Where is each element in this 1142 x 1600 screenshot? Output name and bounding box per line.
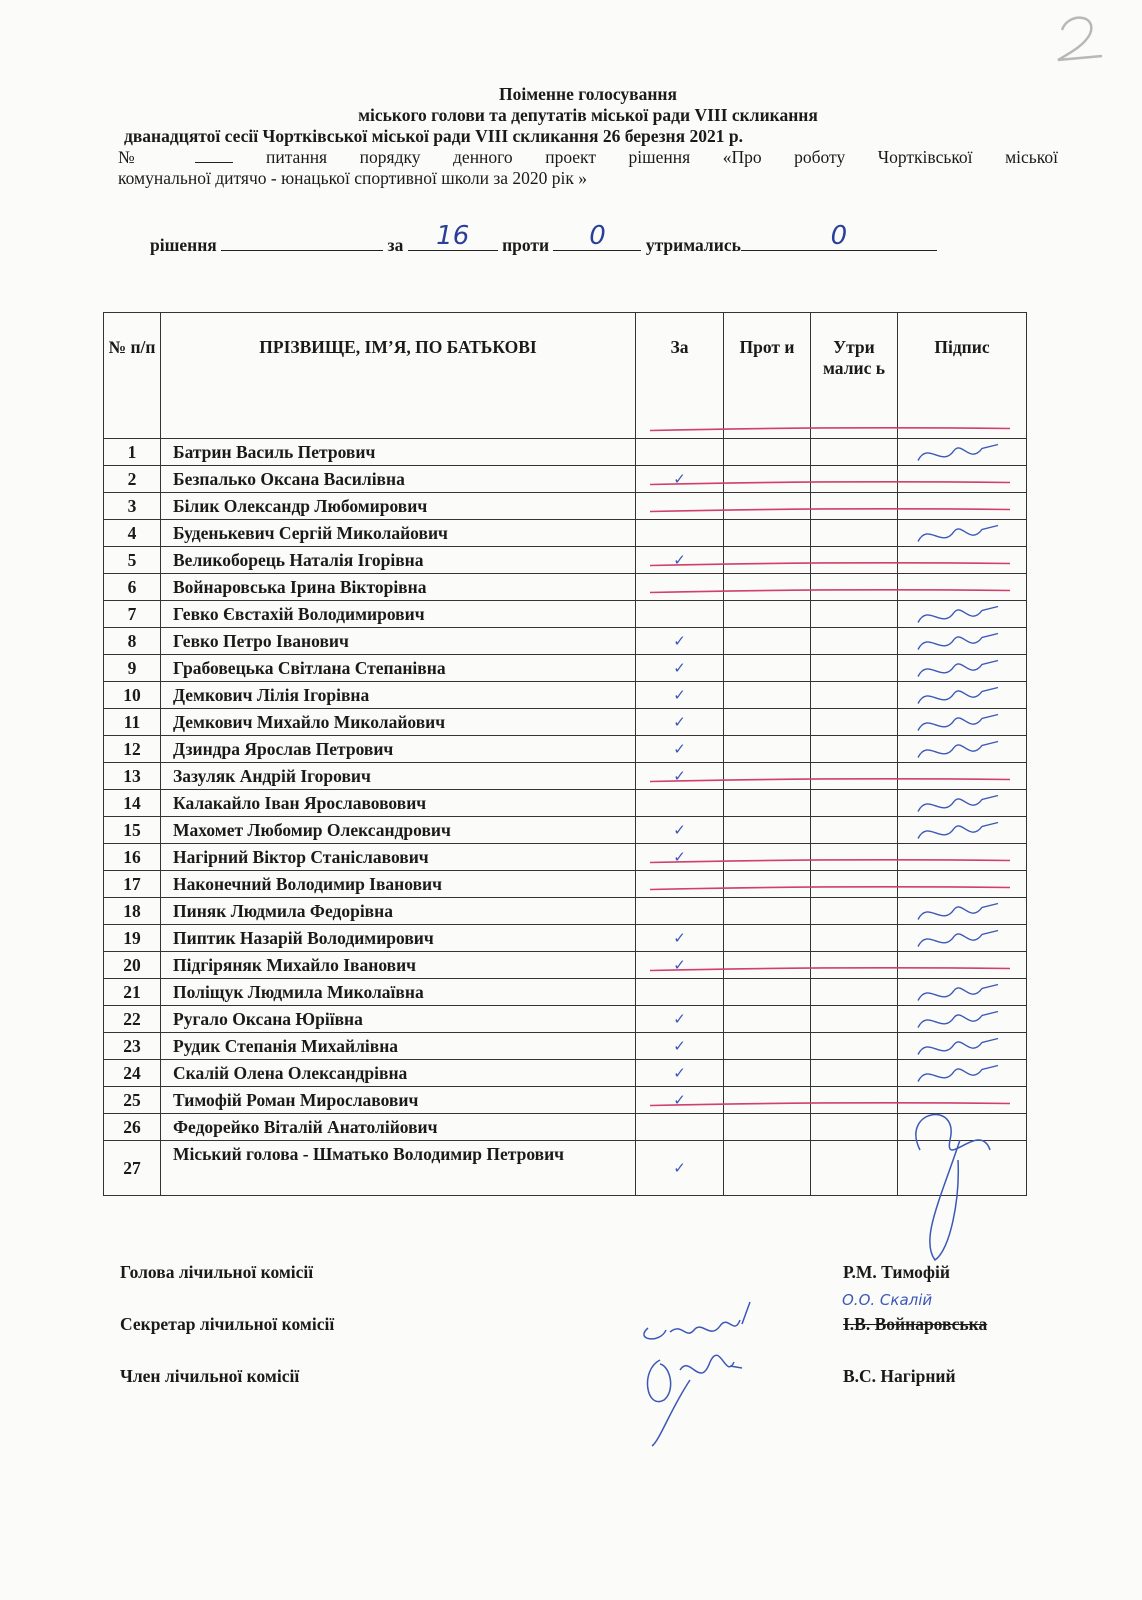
table-row	[104, 979, 1027, 1006]
deputy-name: Рудик Степанія Михайлівна	[161, 1033, 636, 1060]
table-header-row	[104, 313, 1027, 439]
vote-for-cell: ✓	[636, 952, 724, 979]
signature-cell	[898, 1087, 1027, 1114]
vote-abstain-cell	[811, 925, 898, 952]
vote-against-cell	[724, 466, 811, 493]
vote-abstain-cell	[811, 736, 898, 763]
table-row	[104, 817, 1027, 844]
vote-abstain-cell	[811, 844, 898, 871]
vote-abstain-cell	[811, 655, 898, 682]
vote-against-cell	[724, 817, 811, 844]
col-header-abstain: Утри малис ь	[811, 313, 898, 439]
vote-abstain-cell	[811, 898, 898, 925]
col-header-against: Прот и	[724, 313, 811, 439]
vote-abstain-cell	[811, 709, 898, 736]
row-number: 8	[104, 628, 161, 655]
signature-cell	[898, 844, 1027, 871]
row-number: 3	[104, 493, 161, 520]
deputy-name: Пиняк Людмила Федорівна	[161, 898, 636, 925]
deputy-name: Гевко Петро Іванович	[161, 628, 636, 655]
vote-for-cell	[636, 439, 724, 466]
table-row	[104, 790, 1027, 817]
header-line-4-text: питання порядку денного проект рішення «Про роботу Чортківської міської	[265, 147, 1059, 167]
row-number: 23	[104, 1033, 161, 1060]
deputy-name: Безпалько Оксана Василівна	[161, 466, 636, 493]
table-row	[104, 1114, 1027, 1141]
vote-against-cell	[724, 1087, 811, 1114]
signature-cell	[898, 925, 1027, 952]
vote-against-cell	[724, 547, 811, 574]
vote-abstain-cell	[811, 871, 898, 898]
vote-abstain-cell	[811, 952, 898, 979]
deputy-name: Поліщук Людмила Миколаївна	[161, 979, 636, 1006]
table-row	[104, 898, 1027, 925]
deputy-name: Білик Олександр Любомирович	[161, 493, 636, 520]
header-line-1: Поіменне голосування	[499, 84, 677, 104]
table-row	[104, 466, 1027, 493]
vote-against-cell	[724, 709, 811, 736]
table-row	[104, 1033, 1027, 1060]
deputy-name: Підгіряняк Михайло Іванович	[161, 952, 636, 979]
handwritten-page-number	[1050, 8, 1110, 68]
against-label: проти	[502, 235, 550, 255]
vote-for-cell	[636, 601, 724, 628]
signature-cell	[898, 709, 1027, 736]
header-line-3: дванадцятої сесії Чортківської міської ради VIII скликання 26 березня 2021 р.	[124, 126, 743, 146]
signature-cell	[898, 1006, 1027, 1033]
signature-cell	[898, 1033, 1027, 1060]
row-number: 26	[104, 1114, 161, 1141]
signature-cell	[898, 952, 1027, 979]
deputy-name: Грабовецька Світлана Степанівна	[161, 655, 636, 682]
table-row	[104, 952, 1027, 979]
table-body	[104, 439, 1027, 1196]
signature-cell	[898, 790, 1027, 817]
col-header-num: № п/п	[104, 313, 161, 439]
decision-label: рішення	[150, 235, 217, 255]
row-number: 7	[104, 601, 161, 628]
table-row	[104, 871, 1027, 898]
vote-for-cell: ✓	[636, 628, 724, 655]
deputy-name: Наконечний Володимир Іванович	[161, 871, 636, 898]
document-header	[118, 84, 1058, 189]
vote-for-cell: ✓	[636, 736, 724, 763]
col-header-name: ПРІЗВИЩЕ, ІМ’Я, ПО БАТЬКОВІ	[161, 313, 636, 439]
signature-cell	[898, 682, 1027, 709]
vote-for-cell	[636, 493, 724, 520]
vote-for-cell: ✓	[636, 682, 724, 709]
deputy-name: Батрин Василь Петрович	[161, 439, 636, 466]
vote-for-cell	[636, 979, 724, 1006]
vote-against-cell	[724, 736, 811, 763]
row-number: 22	[104, 1006, 161, 1033]
agenda-number-blank	[195, 148, 233, 163]
table-row	[104, 628, 1027, 655]
table-row	[104, 493, 1027, 520]
deputy-name: Скалій Олена Олександрівна	[161, 1060, 636, 1087]
abstain-blank	[741, 221, 937, 251]
row-number: 1	[104, 439, 161, 466]
vote-against-cell	[724, 979, 811, 1006]
vote-abstain-cell	[811, 979, 898, 1006]
table-row	[104, 844, 1027, 871]
signature-cell	[898, 547, 1027, 574]
vote-abstain-cell	[811, 817, 898, 844]
row-number: 20	[104, 952, 161, 979]
signature-cell	[898, 1114, 1027, 1141]
table-row	[104, 1006, 1027, 1033]
row-number: 27	[104, 1141, 161, 1196]
vote-abstain-cell	[811, 493, 898, 520]
vote-for-cell: ✓	[636, 547, 724, 574]
deputy-name: Демкович Михайло Миколайович	[161, 709, 636, 736]
vote-for-cell: ✓	[636, 655, 724, 682]
vote-for-cell	[636, 520, 724, 547]
vote-for-cell	[636, 1114, 724, 1141]
signature-cell	[898, 574, 1027, 601]
vote-table	[103, 312, 1027, 1196]
vote-against-cell	[724, 952, 811, 979]
vote-against-cell	[724, 1141, 811, 1196]
row-number: 21	[104, 979, 161, 1006]
deputy-name: Махомет Любомир Олександрович	[161, 817, 636, 844]
deputy-name: Ругало Оксана Юріївна	[161, 1006, 636, 1033]
vote-against-cell	[724, 898, 811, 925]
vote-abstain-cell	[811, 439, 898, 466]
deputy-name: Нагірний Віктор Станіславович	[161, 844, 636, 871]
row-number: 17	[104, 871, 161, 898]
signature-cell	[898, 736, 1027, 763]
vote-for-cell: ✓	[636, 763, 724, 790]
vote-for-cell: ✓	[636, 1060, 724, 1087]
vote-for-cell	[636, 871, 724, 898]
row-number: 10	[104, 682, 161, 709]
deputy-name: Федорейко Віталій Анатолійович	[161, 1114, 636, 1141]
vote-abstain-cell	[811, 601, 898, 628]
vote-against-cell	[724, 520, 811, 547]
row-number: 24	[104, 1060, 161, 1087]
vote-against-cell	[724, 1114, 811, 1141]
table-row	[104, 1060, 1027, 1087]
deputy-name: Калакайло Іван Ярославовович	[161, 790, 636, 817]
for-value: 16	[436, 221, 470, 251]
for-blank	[408, 221, 498, 251]
deputy-name: Пиптик Назарій Володимирович	[161, 925, 636, 952]
table-row	[104, 682, 1027, 709]
vote-against-cell	[724, 1006, 811, 1033]
vote-abstain-cell	[811, 1141, 898, 1196]
table-row	[104, 520, 1027, 547]
abstain-value: 0	[830, 221, 848, 251]
vote-against-cell	[724, 1060, 811, 1087]
signature-cell	[898, 817, 1027, 844]
secretary-label: Секретар лічильної комісії	[120, 1314, 335, 1334]
vote-abstain-cell	[811, 547, 898, 574]
table-row	[104, 1087, 1027, 1114]
signature-cell	[898, 1141, 1027, 1196]
vote-for-cell: ✓	[636, 1006, 724, 1033]
deputy-name: Буденькевич Сергій Миколайович	[161, 520, 636, 547]
signature-cell	[898, 601, 1027, 628]
deputy-name: Демкович Лілія Ігорівна	[161, 682, 636, 709]
deputy-name: Тимофій Роман Мирославович	[161, 1087, 636, 1114]
signature-cell	[898, 898, 1027, 925]
vote-for-cell: ✓	[636, 1087, 724, 1114]
signature-cell	[898, 466, 1027, 493]
table-row	[104, 1141, 1027, 1196]
row-number: 9	[104, 655, 161, 682]
signature-cell	[898, 520, 1027, 547]
header-line-4	[118, 147, 1058, 168]
vote-abstain-cell	[811, 682, 898, 709]
vote-for-cell	[636, 898, 724, 925]
decision-line	[150, 221, 1030, 256]
number-sign: №	[118, 147, 163, 167]
vote-abstain-cell	[811, 1006, 898, 1033]
vote-against-cell	[724, 790, 811, 817]
signature-cell	[898, 439, 1027, 466]
vote-against-cell	[724, 763, 811, 790]
row-number: 14	[104, 790, 161, 817]
header-line-2: міського голови та депутатів міської ради VIII скликання	[358, 105, 818, 125]
vote-against-cell	[724, 925, 811, 952]
table-row	[104, 763, 1027, 790]
vote-abstain-cell	[811, 1033, 898, 1060]
vote-abstain-cell	[811, 466, 898, 493]
table-row	[104, 439, 1027, 466]
decision-blank	[221, 234, 383, 251]
table-row	[104, 547, 1027, 574]
vote-against-cell	[724, 844, 811, 871]
table-row	[104, 601, 1027, 628]
signature-cell	[898, 979, 1027, 1006]
chair-label: Голова лічильної комісії	[120, 1262, 314, 1282]
deputy-name: Зазуляк Андрій Ігорович	[161, 763, 636, 790]
vote-abstain-cell	[811, 1087, 898, 1114]
vote-abstain-cell	[811, 574, 898, 601]
signature-cell	[898, 493, 1027, 520]
table-row	[104, 574, 1027, 601]
vote-against-cell	[724, 655, 811, 682]
vote-for-cell: ✓	[636, 844, 724, 871]
secretary-name: І.В. Войнаровська	[843, 1314, 988, 1334]
table-row	[104, 736, 1027, 763]
vote-for-cell	[636, 790, 724, 817]
signature-cell	[898, 871, 1027, 898]
deputy-name: Міський голова - Шматько Володимир Петрович	[161, 1141, 636, 1196]
member-name: В.С. Нагірний	[843, 1366, 956, 1386]
row-number: 15	[104, 817, 161, 844]
abstain-label: утримались	[645, 235, 741, 255]
deputy-name: Войнаровська Ірина Вікторівна	[161, 574, 636, 601]
vote-for-cell: ✓	[636, 925, 724, 952]
table-row	[104, 925, 1027, 952]
vote-abstain-cell	[811, 1114, 898, 1141]
table-row	[104, 655, 1027, 682]
vote-against-cell	[724, 601, 811, 628]
vote-abstain-cell	[811, 628, 898, 655]
signature-cell	[898, 1060, 1027, 1087]
signature-cell	[898, 655, 1027, 682]
row-number: 25	[104, 1087, 161, 1114]
signature-cell	[898, 628, 1027, 655]
deputy-name: Великоборець Наталія Ігорівна	[161, 547, 636, 574]
against-value: 0	[589, 221, 606, 251]
vote-against-cell	[724, 493, 811, 520]
vote-for-cell: ✓	[636, 817, 724, 844]
vote-for-cell	[636, 574, 724, 601]
col-header-signature: Підпис	[898, 313, 1027, 439]
for-label: за	[387, 235, 404, 255]
vote-abstain-cell	[811, 520, 898, 547]
row-number: 18	[104, 898, 161, 925]
vote-against-cell	[724, 439, 811, 466]
vote-abstain-cell	[811, 763, 898, 790]
vote-for-cell: ✓	[636, 1033, 724, 1060]
vote-abstain-cell	[811, 1060, 898, 1087]
row-number: 19	[104, 925, 161, 952]
vote-for-cell: ✓	[636, 1141, 724, 1196]
vote-for-cell: ✓	[636, 709, 724, 736]
vote-against-cell	[724, 1033, 811, 1060]
row-number: 6	[104, 574, 161, 601]
vote-against-cell	[724, 574, 811, 601]
vote-against-cell	[724, 871, 811, 898]
vote-against-cell	[724, 682, 811, 709]
chair-name: Р.М. Тимофій	[843, 1262, 950, 1282]
signature-cell	[898, 763, 1027, 790]
secretary-replacement-handwritten: О.О. Скалій	[842, 1291, 933, 1309]
commission-signatures	[630, 1300, 780, 1450]
row-number: 4	[104, 520, 161, 547]
deputy-name: Гевко Євстахій Володимирович	[161, 601, 636, 628]
row-number: 13	[104, 763, 161, 790]
against-blank	[553, 221, 641, 251]
col-header-for: За	[636, 313, 724, 439]
row-number: 12	[104, 736, 161, 763]
vote-against-cell	[724, 628, 811, 655]
row-number: 5	[104, 547, 161, 574]
table-row	[104, 709, 1027, 736]
header-line-5: комунальної дитячо - юнацької спортивної школи за 2020 рік »	[118, 168, 588, 188]
member-label: Член лічильної комісії	[120, 1366, 300, 1386]
vote-abstain-cell	[811, 790, 898, 817]
row-number: 16	[104, 844, 161, 871]
vote-for-cell: ✓	[636, 466, 724, 493]
row-number: 2	[104, 466, 161, 493]
deputy-name: Дзиндра Ярослав Петрович	[161, 736, 636, 763]
row-number: 11	[104, 709, 161, 736]
